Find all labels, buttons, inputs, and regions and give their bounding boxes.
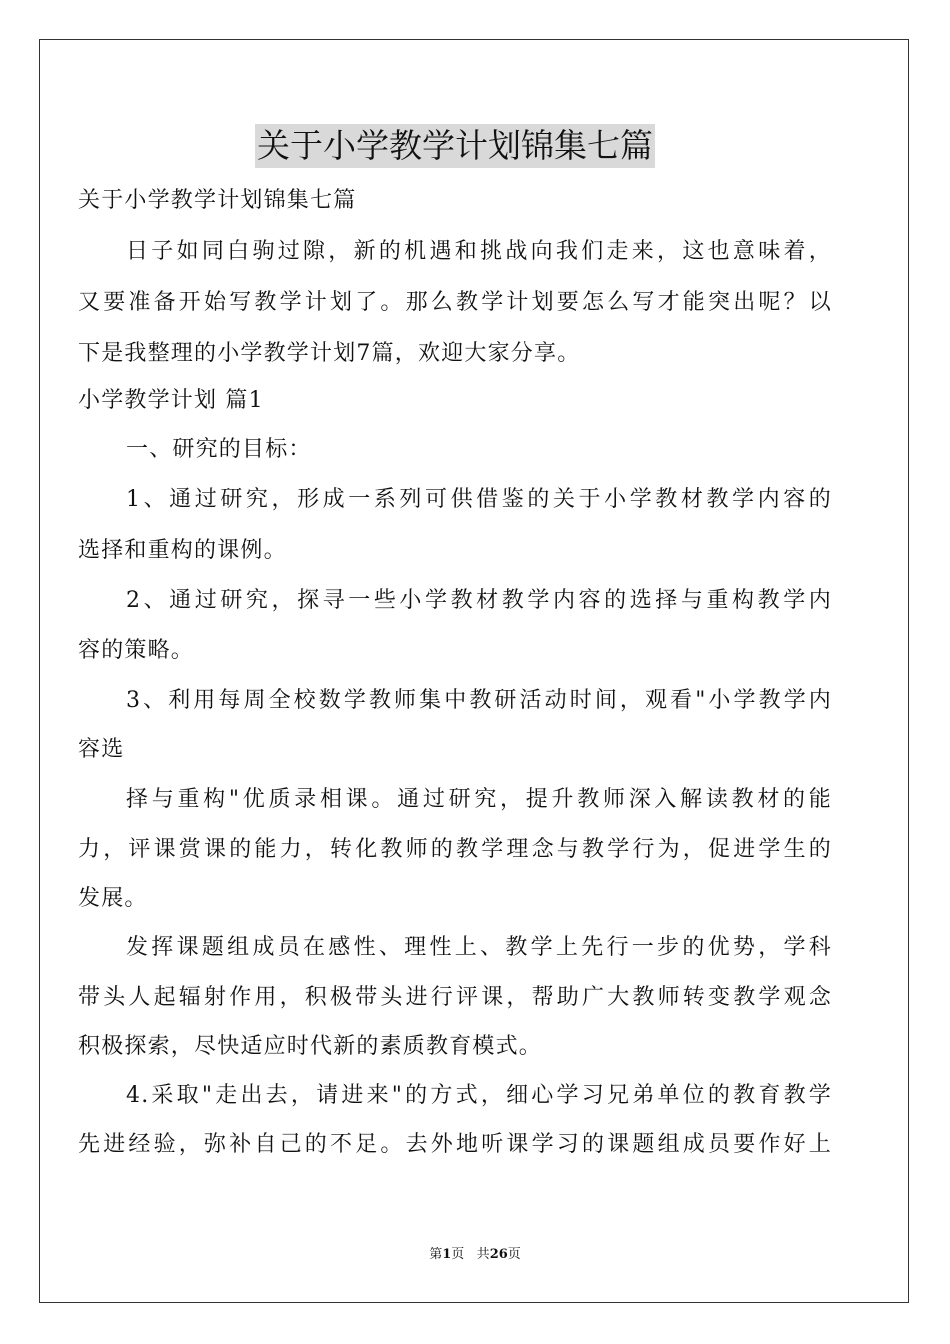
footer-page-prefix: 第 [429,1247,443,1262]
paragraph-line: 4.采取"走出去，请进来"的方式，细心学习兄弟单位的教育教学 [126,1083,832,1108]
paragraph-line: 先进经验，弥补自己的不足。去外地听课学习的课题组成员要作好上 [78,1132,832,1157]
page-border [39,39,909,1303]
title-block [78,124,832,168]
paragraph-line: 容的策略。 [78,638,195,663]
paragraph-line: 发展。 [78,886,148,911]
paragraph-line: 择与重构"优质录相课。通过研究，提升教师深入解读教材的能 [126,787,832,812]
paragraph-line: 发挥课题组成员在感性、理性上、教学上先行一步的优势，学科 [126,935,832,960]
footer-total-pages: 26 [489,1247,508,1262]
paragraph-line: 一、研究的目标： [126,437,312,462]
footer-page-suffix: 页 [451,1247,465,1262]
footer-page-number: 1 [442,1247,452,1262]
paragraph-line: 又要准备开始写教学计划了。那么教学计划要怎么写才能突出呢？以 [78,290,832,315]
paragraph-line: 下是我整理的小学教学计划7篇，欢迎大家分享。 [78,341,581,366]
paragraph-line: 日子如同白驹过隙，新的机遇和挑战向我们走来，这也意味着， [126,239,832,264]
paragraph-line: 选择和重构的课例。 [78,538,287,563]
footer-total-suffix: 页 [507,1247,521,1262]
paragraph-line: 力，评课赏课的能力，转化教师的教学理念与教学行为，促进学生的 [78,837,832,862]
paragraph-line: 3、利用每周全校数学教师集中教研活动时间，观看"小学教学内 [126,688,832,713]
paragraph-line: 带头人起辐射作用，积极带头进行评课，帮助广大教师转变教学观念 [78,985,832,1010]
paragraph-line: 积极探索，尽快适应时代新的素质教育模式。 [78,1034,543,1059]
document-title: 关于小学教学计划锦集七篇 [255,124,655,168]
paragraph-line: 容选 [78,737,125,762]
subtitle-line: 关于小学教学计划锦集七篇 [78,188,357,213]
footer-total-prefix: 共 [476,1247,490,1262]
paragraph-line: 2、通过研究，探寻一些小学教材教学内容的选择与重构教学内 [126,588,832,613]
page-footer [0,1246,950,1264]
paragraph-line: 1、通过研究，形成一系列可供借鉴的关于小学教材教学内容的 [126,487,832,512]
section-heading: 小学教学计划 篇1 [78,388,264,413]
